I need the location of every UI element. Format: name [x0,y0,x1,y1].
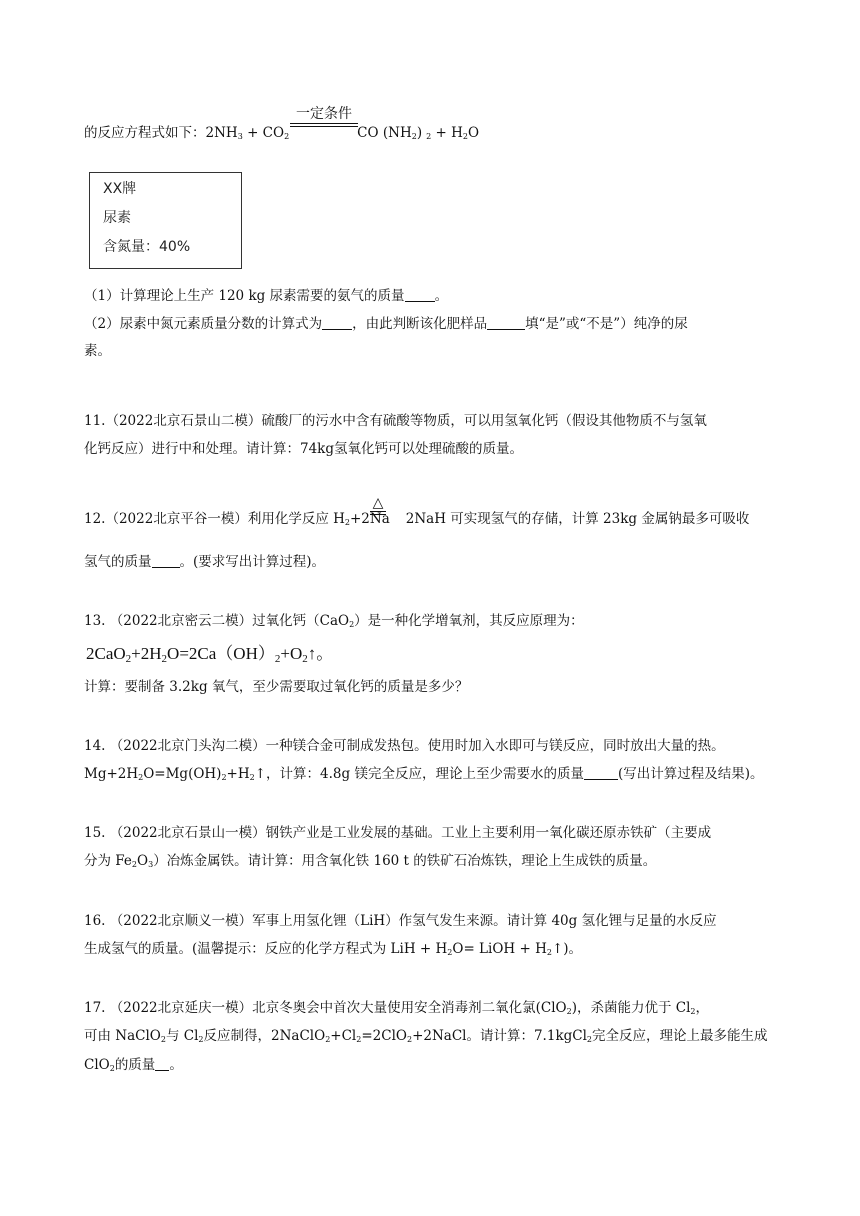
subscript: 2 [344,518,350,527]
q13-equation [86,639,333,665]
q-text: 12.（2022北京平谷一模）利用化学反应 H [84,511,345,527]
eq-text: O [467,125,480,141]
answer-blank [152,555,180,568]
q11-line2: 化钙反应）进行中和处理。请计算：74kg氢氧化钙可以处理硫酸的质量。 [84,441,523,457]
answer-blank [155,1058,169,1071]
subscript: 2 [302,653,308,665]
subscript: 2 [109,1064,115,1073]
urea-equation [84,124,479,146]
q-text: （2）尿素中氮元素质量分数的计算式为 [84,316,323,332]
condition-label: 一定条件 [296,106,352,122]
q11-line1: 11.（2022北京石景山二模）硫酸厂的污水中含有硫酸等物质，可以用氢氧化钙（假设其他物质不与氢氧 [84,413,707,429]
subscript: 2 [690,1007,696,1016]
q-text: 可由 NaClO [84,1028,161,1044]
q10-part1 [84,287,448,305]
q-text: O= LiOH + H [452,941,547,957]
q16-line2 [84,940,582,962]
subscript: 2 [161,653,168,665]
q-text: ClO [84,1057,110,1073]
q15-line1: 15. （2022北京石景山一模）钢铁产业是工业发展的基础。工业上主要利用一氧化碳还原赤铁矿（主要成 [84,825,712,841]
q-text: 17. （2022北京延庆一模）北京冬奥会中首次大量使用安全消毒剂二氧化氯(ClO [84,1000,567,1016]
q-text: ， [695,1000,710,1016]
q-text: 。(要求写出计算过程)。 [179,554,326,570]
q-text: +2Na [349,511,390,527]
q-text: 氢气的质量 [84,554,152,570]
q17-line3 [84,1056,183,1078]
q-text: ）是一种化学增氧剂，其反应原理为： [354,613,584,629]
subscript: 2 [546,948,552,957]
subscript: 3 [237,132,243,141]
subscript: 2 [221,773,227,782]
subscript: 2 [125,653,132,665]
q14-line2 [84,765,764,787]
answer-blank [487,317,525,330]
q17-line1 [84,999,709,1021]
subscript: 2 [447,948,453,957]
eq-text: ) [416,125,423,141]
q-text: 反应制得，2NaClO [203,1028,326,1044]
q-text: ↑，计算：4.8g 镁完全反应，理论上至少需要水的质量 [254,766,584,782]
q-text: =2ClO [361,1028,407,1044]
q-text: O [137,853,149,869]
eq-text: 的反应方程式如下：2NH [84,125,238,141]
subscript: 2 [325,1035,331,1044]
q-text: +2NaCl。请计算：7.1kgCl [412,1028,587,1044]
q-text: ，由此判断该化肥样品 [352,316,488,332]
q12-line1 [84,510,749,532]
q-text: 填“是”或“不是”）纯净的尿 [525,316,688,332]
subscript: 2 [586,1035,593,1044]
subscript: 2 [284,132,290,141]
q-text: 。 [434,288,449,304]
eq-text: 2CaO [86,644,126,663]
q-text: +Cl [330,1028,357,1044]
q-text: ）冶炼金属铁。请计算：用含氧化铁 160 t 的铁矿石冶炼铁，理论上生成铁的质量。 [153,853,657,869]
subscript: 2 [160,1035,166,1044]
eq-text: ↑。 [307,644,334,663]
q-text: 2NaH 可实现氢气的存储，计算 23kg 金属钠最多可吸收 [405,511,750,527]
subscript: 2 [411,132,417,141]
q16-line1: 16. （2022北京顺义一模）军事上用氢化锂（LiH）作氢气发生来源。请计算 40g 氢化锂与足量的水反应 [84,913,717,929]
q-text: 与 Cl [165,1028,199,1044]
label-nitrogen-content: 含氮量：40% [103,239,191,255]
delta-icon: △ [372,495,384,511]
subscript: 2 [198,1035,204,1044]
answer-blank [322,317,352,330]
subscript: 2 [566,1007,572,1016]
q-text: （1）计算理论上生产 120 kg 尿素需要的氨气的质量 [84,288,405,304]
subscript: 3 [148,860,154,869]
q-text: 。 [169,1057,183,1073]
subscript: 2 [274,653,281,665]
eq-text: + CO [242,125,285,141]
subscript: 2 [426,132,432,141]
q10-part2 [84,315,688,333]
answer-blank [584,767,618,780]
subscript: 2 [249,773,255,782]
q-text: ↑)。 [551,941,583,957]
q17-line2 [84,1027,768,1049]
eq-text: +2H [131,644,162,663]
q-text: )，杀菌能力优于 Cl [571,1000,691,1016]
label-brand: XX牌 [103,181,137,197]
q-text: 13. （2022北京密云二模）过氧化钙（CaO [84,613,350,629]
q-text: (写出计算过程及结果)。 [617,766,764,782]
eq-text: + H [431,125,463,141]
subscript: 2 [349,620,355,629]
q10-part2-cont: 素。 [84,343,111,359]
q13-line3: 计算：要制备 3.2kg 氧气，至少需要取过氧化钙的质量是多少？ [84,679,469,695]
q14-line1: 14. （2022北京门头沟二模）一种镁合金可制成发热包。使用时加入水即可与镁反应，同时放出大量的热。 [84,738,725,754]
q-text: 分为 Fe [84,853,132,869]
fertilizer-label-box [89,172,242,269]
subscript: 2 [131,860,138,869]
subscript: 2 [356,1035,362,1044]
q13-line1 [84,612,584,634]
subscript: 2 [462,132,468,141]
q-text: 完全反应，理论上最多能生成 [592,1028,768,1044]
q12-line2 [84,553,325,571]
eq-text: O=2Ca（OH） [167,644,275,663]
q-text: O=Mg(OH) [143,766,222,782]
q-text: Mg+2H [84,766,139,782]
q-text: +H [226,766,250,782]
q-text: 生成氢气的质量。(温馨提示：反应的化学方程式为 LiH + H [84,941,448,957]
subscript: 2 [406,1035,413,1044]
q-text: 的质量 [114,1057,156,1073]
label-product-name: 尿素 [103,210,131,226]
eq-text: +O [280,644,303,663]
answer-blank [405,289,435,302]
subscript: 2 [138,773,144,782]
q15-line2 [84,852,656,874]
eq-text: CO (NH [357,125,412,141]
